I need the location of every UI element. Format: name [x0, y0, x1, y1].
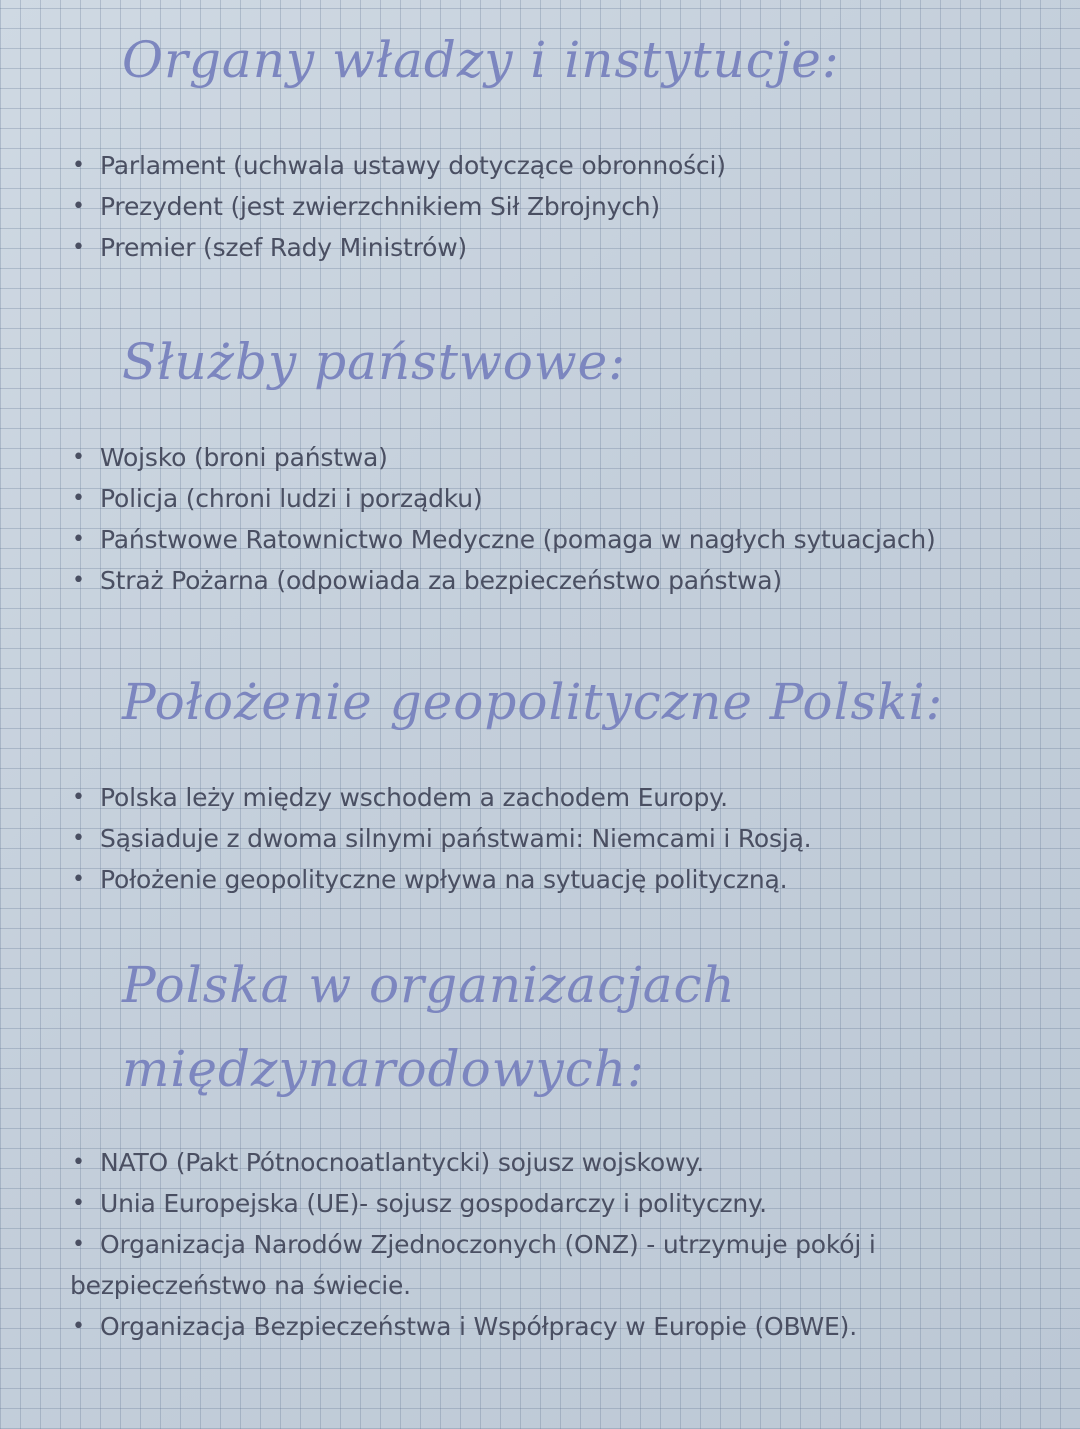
authorities-list [70, 145, 726, 268]
section-heading-organizations [122, 943, 736, 1111]
list-item: • Wojsko (broni państwa) [70, 437, 936, 478]
organizations-list [70, 1142, 930, 1347]
bullet-icon: • [72, 153, 85, 178]
bullet-icon: • [72, 568, 85, 593]
state-services-list [70, 437, 936, 601]
list-item: • Parlament (uchwala ustawy dotyczące obronności) [70, 145, 726, 186]
bullet-icon: • [72, 445, 85, 470]
section-heading-state-services: Służby państwowe: [122, 333, 627, 391]
bullet-icon: • [72, 527, 85, 552]
geopolitical-list [70, 777, 811, 900]
bullet-icon: • [72, 235, 85, 260]
bullet-icon: • [72, 486, 85, 511]
bullet-icon: • [72, 785, 85, 810]
list-item: • Policja (chroni ludzi i porządku) [70, 478, 936, 519]
section-heading-authorities: Organy władzy i instytucje: [122, 31, 840, 89]
bullet-icon: • [72, 194, 85, 219]
list-item: • Premier (szef Rady Ministrów) [70, 227, 726, 268]
bullet-icon: • [72, 1191, 85, 1216]
list-item: • Sąsiaduje z dwoma silnymi państwami: Niemcami i Rosją. [70, 818, 811, 859]
list-item: • Straż Pożarna (odpowiada za bezpieczeństwo państwa) [70, 560, 936, 601]
bullet-icon: • [72, 1150, 85, 1175]
heading-line: międzynarodowych: [122, 1040, 645, 1098]
list-item: • Prezydent (jest zwierzchnikiem Sił Zbrojnych) [70, 186, 726, 227]
heading-line: Polska w organizacjach [122, 956, 736, 1014]
bullet-icon: • [72, 867, 85, 892]
list-item: • Polska leży między wschodem a zachodem Europy. [70, 777, 811, 818]
list-item: • NATO (Pakt Pótnocnoatlantycki) sojusz wojskowy. [70, 1142, 930, 1183]
list-item: • Organizacja Narodów Zjednoczonych (ONZ) - utrzymuje pokój i bezpieczeństwo na świecie. [70, 1224, 930, 1306]
list-item: • Unia Europejska (UE)- sojusz gospodarczy i polityczny. [70, 1183, 930, 1224]
bullet-icon: • [72, 1232, 85, 1257]
list-item: • Położenie geopolityczne wpływa na sytuację polityczną. [70, 859, 811, 900]
section-heading-geopolitical: Położenie geopolityczne Polski: [122, 673, 944, 731]
list-item: • Organizacja Bezpieczeństwa i Współpracy w Europie (OBWE). [70, 1306, 930, 1347]
bullet-icon: • [72, 1314, 85, 1339]
bullet-icon: • [72, 826, 85, 851]
list-item: • Państwowe Ratownictwo Medyczne (pomaga w nagłych sytuacjach) [70, 519, 936, 560]
